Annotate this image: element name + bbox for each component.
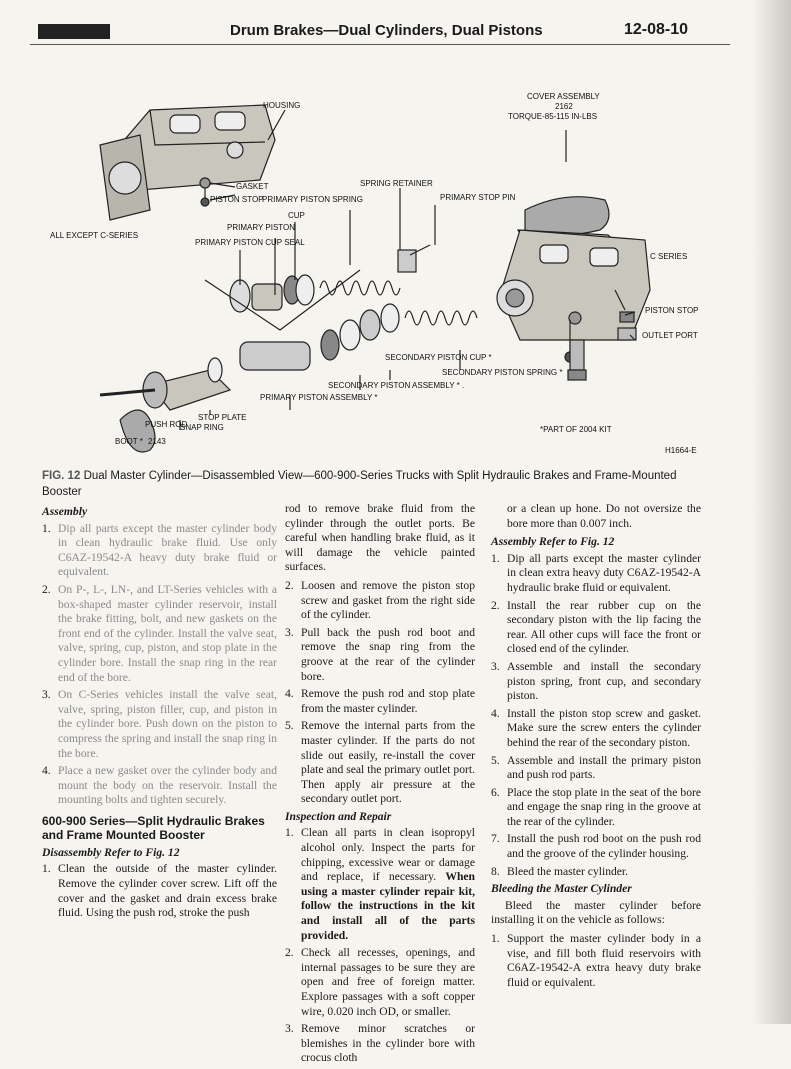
label-cup: CUP [288, 211, 305, 220]
list-item: 2. Install the rear rubber cup on the secondary piston with the lip facing the rear. All other cups will face the front or closed end of the cylinder. [491, 598, 701, 656]
text-column-3 [491, 502, 701, 993]
label-secondary-piston-assembly: SECONDARY PISTON ASSEMBLY * . [328, 381, 465, 390]
list-item: 1. Dip all parts except the master cylinder body in clean hydraulic brake fluid. Use only C6AZ-19542-A heavy duty brake fluid or equivalent. [42, 521, 277, 579]
label-secondary-piston-cup: SECONDARY PISTON CUP * [385, 353, 492, 362]
col2-disassembly-list [285, 579, 475, 807]
col3-assembly-list [491, 552, 701, 879]
label-secondary-piston-spring: SECONDARY PISTON SPRING * [442, 368, 563, 377]
label-primary-stop-pin: PRIMARY STOP PIN [440, 193, 516, 202]
list-item: 2. On P-, L-, LN-, and LT-Series vehicles with a box-shaped master cylinder reservoir, install the brake fitting, bolt, and new gaskets on the front end of the cylinder. Install the valve seat, valve, spring, cup, piston, and stop plate in the cylinder bore. Install the snap ring in the rear end of the bore. [42, 582, 277, 684]
list-item: 4. Remove the push rod and stop plate from the master cylinder. [285, 687, 475, 715]
page-edge-shadow [751, 0, 791, 1024]
label-gasket: GASKET [236, 182, 269, 191]
col3-intro: or a clean up hone. Do not oversize the bore more than 0.007 inch. [507, 502, 701, 530]
label-c-series: C SERIES [650, 252, 688, 261]
list-item: 2. Check all recesses, openings, and internal passages to be sure they are open and free of foreign matter. Explore passages with a soft copper wire, 0.020 inch OD, or smaller. [285, 946, 475, 1018]
label-piston-stop-right: PISTON STOP [645, 306, 699, 315]
col1-assembly-list [42, 522, 277, 808]
header-section-tag: 12-08-10 [38, 24, 110, 39]
label-housing: HOUSING [263, 101, 301, 110]
col1-disassembly-heading: Disassembly Refer to Fig. 12 [42, 845, 180, 859]
label-primary-piston-spring: PRIMARY PISTON SPRING [262, 195, 363, 204]
list-item: 3. Pull back the push rod boot and remove the snap ring from the groove at the rear of the cylinder bore. [285, 625, 475, 683]
label-cover-part: 2162 [555, 102, 573, 111]
col2-inspection-list [285, 826, 475, 1066]
list-item: 1. Support the master cylinder body in a vise, and fill both fluid reservoirs with C6AZ-19542-A extra heavy duty brake fluid or equivalent. [491, 932, 701, 989]
label-push-rod-part: 2143 [148, 437, 166, 446]
c-series-drawing [497, 197, 650, 380]
col2-inspection-heading: Inspection and Repair [285, 809, 392, 823]
label-spring-retainer: SPRING RETAINER [360, 179, 433, 188]
label-boot: BOOT * [115, 437, 143, 446]
figure-caption [42, 468, 702, 500]
col3-assembly-heading: Assembly Refer to Fig. 12 [491, 535, 615, 549]
list-item: 3. Assemble and install the secondary piston spring, front cup, and secondary piston. [491, 659, 701, 703]
list-item: 7. Install the push rod boot on the push rod and the groove of the cylinder housing. [491, 832, 701, 861]
text-column-1 [42, 502, 277, 924]
list-item: 3. On C-Series vehicles install the valve seat, valve, spring, piston filler, cup, and piston in the cylinder bore. Push down on the piston to compress the spring and install the snap ring in the bore. [42, 688, 277, 760]
label-cover-assembly: COVER ASSEMBLY [527, 92, 600, 101]
list-item: 6. Place the stop plate in the seat of the bore and engage the snap ring in the groove at the rear of the cylinder. [491, 785, 701, 828]
label-outlet-port: OUTLET PORT [642, 331, 698, 340]
label-primary-piston: PRIMARY PISTON [227, 223, 296, 232]
label-piston-stop: PISTON STOP [210, 195, 264, 204]
list-item: 4. Install the piston stop screw and gasket. Make sure the screw enters the cylinder behind the rear of the secondary piston. [491, 706, 701, 749]
col3-bleeding-heading: Bleeding the Master Cylinder [491, 882, 632, 896]
label-primary-piston-assembly: PRIMARY PISTON ASSEMBLY * [260, 393, 378, 402]
list-item: 2. Loosen and remove the piston stop screw and gasket from the right side of the cylinder. [285, 578, 475, 622]
col1-section-heading: 600-900 Series—Split Hydraulic Brakes and Frame Mounted Booster [42, 813, 265, 842]
label-except-c-series: ALL EXCEPT C-SERIES [50, 231, 139, 240]
col2-intro: rod to remove brake fluid from the cylinder through the outlet ports. Be careful when handling brake fluid, as it will damage the vehicle painted surfaces. [285, 502, 475, 574]
label-part-of-kit: *PART OF 2004 KIT [540, 425, 612, 434]
label-snap-ring: SNAP RING [180, 423, 224, 432]
label-fig-code: H1664-E [665, 446, 697, 455]
list-item: 8. Bleed the master cylinder. [491, 864, 629, 878]
list-item: 3. Remove minor scratches or blemishes in the cylinder bore with crocus cloth [285, 1022, 475, 1065]
text-column-2 [285, 502, 475, 1069]
col3-bleeding-intro: Bleed the master cylinder before installing it on the vehicle as follows: [491, 898, 701, 927]
exploded-view-diagram [30, 50, 730, 470]
lower-piston-row [100, 304, 477, 452]
header-title: Drum Brakes—Dual Cylinders, Dual Pistons [230, 22, 543, 39]
col1-disassembly-list [42, 862, 277, 920]
col1-assembly-heading: Assembly [42, 505, 88, 518]
list-item: 5. Remove the internal parts from the master cylinder. If the parts do not slide out easily, re-install the cover plate and seal the primary outlet port. Then apply air pressure at the secondary outlet port. [285, 719, 475, 806]
header-page-number: 12-08-10 [624, 21, 689, 38]
upper-piston-row [230, 245, 430, 312]
label-stop-plate: STOP PLATE [198, 413, 247, 422]
list-item: 5. Assemble and install the primary piston and push rod parts. [491, 753, 701, 782]
label-cover-torque: TORQUE-85-115 IN-LBS [508, 112, 598, 121]
label-push-rod: PUSH ROD [145, 420, 188, 429]
figure-number: FIG. 12 [42, 470, 81, 482]
list-item: 1. Clean all parts in clean isopropyl alcohol only. Inspect the parts for chipping, excessive wear or damage and replace, if necessary. When using a master cylinder repair kit, follow the instructions in the kit and install all of the parts provided. [285, 826, 475, 942]
figure-caption-text: Dual Master Cylinder—Disassembled View—600-900-Series Trucks with Split Hydraulic Brakes and Frame-Mounted Booster [42, 470, 677, 498]
list-item: 1. Dip all parts except the master cylinder in clean extra heavy duty C6AZ-19542-A hydraulic brake fluid or equivalent. [491, 551, 701, 594]
label-primary-piston-cup-seal: PRIMARY PISTON CUP SEAL [195, 238, 305, 247]
header-rule [30, 44, 730, 45]
list-item: 4. Place a new gasket over the cylinder body and mount the body on the reservoir. Install the mounting bolts and tighten securely. [42, 764, 277, 807]
list-item: 1. Clean the outside of the master cylinder. Remove the cylinder cover screw. Lift off the cover and the gasket and drain excess brake fluid. Using the push rod, stroke the push [42, 862, 277, 920]
col3-bleeding-list [491, 932, 701, 990]
